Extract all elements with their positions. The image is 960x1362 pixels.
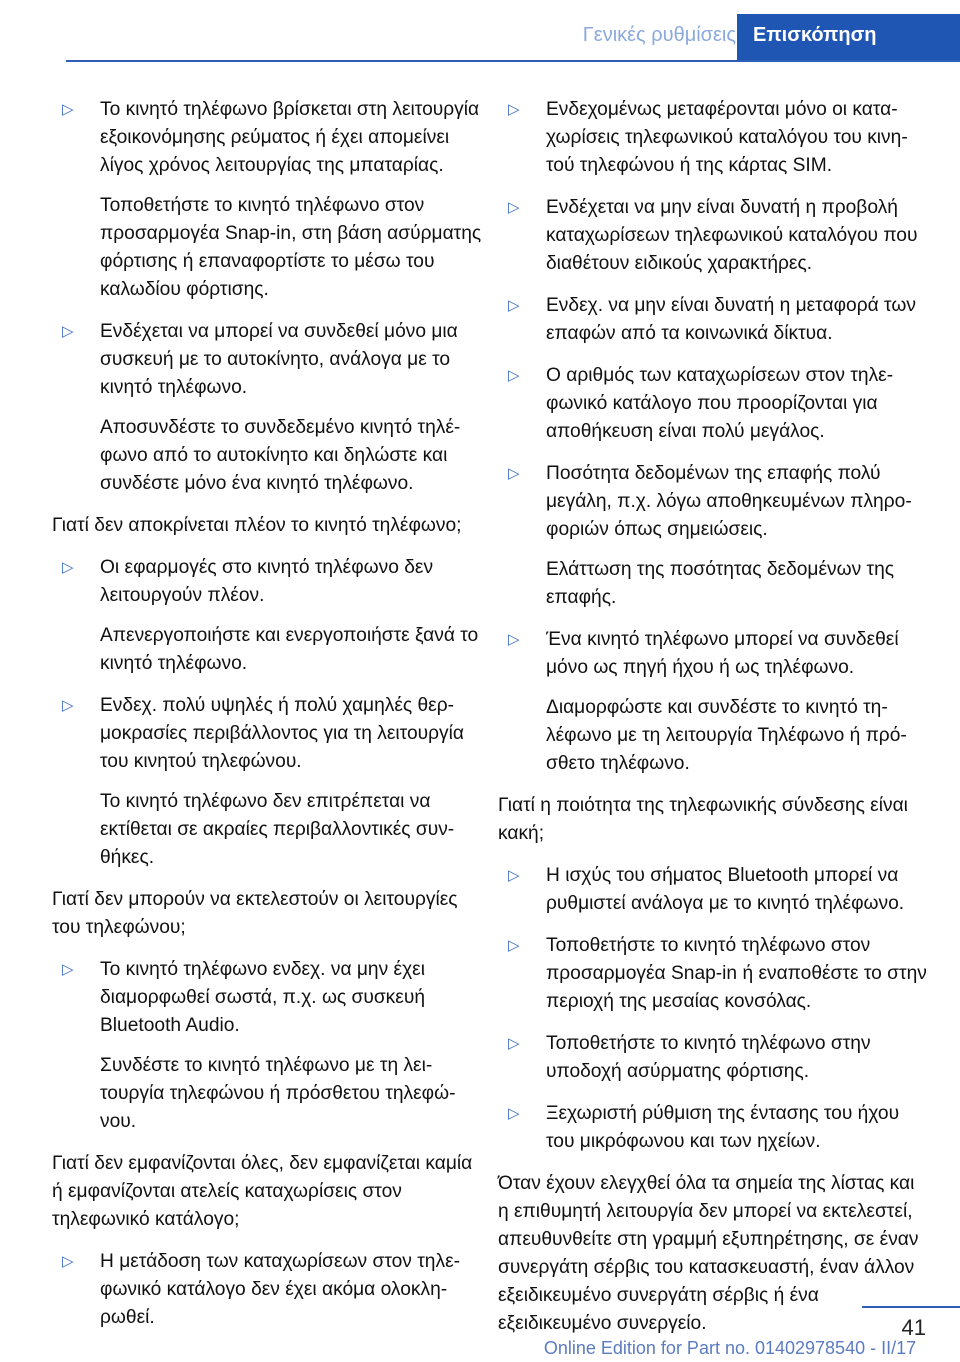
triangle-bullet-icon: ▷ [508,101,520,118]
list-item-text: Ένα κινητό τηλέφωνο μπορεί να συνδεθεί μόνο ως πηγή ήχου ή ως τηλέφωνο. [546,629,899,678]
list-item [498,460,928,612]
triangle-bullet-icon: ▷ [508,937,520,954]
triangle-bullet-icon: ▷ [508,867,520,884]
list-item-text: Τοποθετήστε το κινητό τηλέφωνο στην υποδοχή ασύρματης φόρτισης. [546,1033,871,1082]
triangle-bullet-icon: ▷ [508,297,520,314]
triangle-bullet-icon: ▷ [62,697,74,714]
triangle-bullet-icon: ▷ [508,465,520,482]
list-item-text: Το κινητό τηλέφωνο βρίσκεται στη λειτουργία εξοικονόμησης ρεύματος ή έχει απομείνει λίγος χρόνος λειτουργίας της μπαταρίας. [100,99,480,176]
list-item [52,1248,482,1332]
list-item-text: Ποσότητα δεδομένων της επαφής πολύ μεγάλη, π.χ. λόγω αποθηκευμένων πληροφοριών όπως σημειώσεις. [546,463,912,540]
triangle-bullet-icon: ▷ [62,961,74,978]
page-number: 41 [901,1315,926,1340]
triangle-bullet-icon: ▷ [62,101,74,118]
triangle-bullet-icon: ▷ [62,323,74,340]
list-item [52,956,482,1136]
triangle-bullet-icon: ▷ [62,1253,74,1270]
list-item [52,692,482,872]
list-item-text: Ενδέχεται να μην είναι δυνατή η προβολή καταχωρίσεων τηλεφωνικού καταλόγου που διαθέτουν ειδικούς χαρακτήρες. [546,197,918,274]
triangle-bullet-icon: ▷ [508,199,520,216]
header-divider [66,60,960,62]
list-item-remedy: Απενεργοποιήστε και ενεργοποιήστε ξανά το κινητό τηλέφωνο. [100,625,479,674]
list-item [498,626,928,778]
list-item [498,96,928,180]
list-item-text: Τοποθετήστε το κινητό τηλέφωνο στον προσαρμογέα Snap-in ή εναποθέστε το στην περιοχή της μεσαίας κονσόλας. [546,935,927,1012]
triangle-bullet-icon: ▷ [508,1035,520,1052]
list-item [498,292,928,348]
list-item [52,96,482,304]
page-header [0,0,960,62]
question-paragraph: Γιατί η ποιότητα της τηλεφωνικής σύνδεσης είναι κακή; [498,795,908,844]
list-item [498,862,928,918]
footer-divider [862,1306,960,1308]
section-title: Γενικές ρυθμίσεις [582,24,736,46]
list-item-remedy: Τοποθετήστε το κινητό τηλέφωνο στον προσαρμογέα Snap-in, στη βάση ασύρματης φόρτισης ή επαναφορτίστε το μέσω του καλωδίου φόρτισης. [100,195,482,300]
list-item [498,1100,928,1156]
question-paragraph: Γιατί δεν αποκρίνεται πλέον το κινητό τηλέφωνο; [52,515,462,536]
list-item-text: Ενδεχ. πολύ υψηλές ή πολύ χαμηλές θερμοκρασίες περιβάλλοντος για τη λειτουργία του κινητού τηλεφώνου. [100,695,464,772]
list-item-text: Οι εφαρμογές στο κινητό τηλέφωνο δεν λειτουργούν πλέον. [100,557,434,606]
list-item-remedy: Το κινητό τηλέφωνο δεν επιτρέπεται να εκτίθεται σε ακραίες περιβαλλοντικές συνθήκες. [100,791,455,868]
list-item [52,554,482,678]
list-item [498,932,928,1016]
question-paragraph: Γιατί δεν μπορούν να εκτελεστούν οι λειτουργίες του τηλεφώνου; [52,889,458,938]
list-item [498,1030,928,1086]
list-item-text: Ξεχωριστή ρύθμιση της έντασης του ήχου του μικρόφωνου και των ηχείων. [546,1103,900,1152]
list-item-text: Η μετάδοση των καταχωρίσεων στον τηλεφωνικό κατάλογο δεν έχει ακόμα ολοκληρωθεί. [100,1251,461,1328]
list-item [498,194,928,278]
list-item [52,318,482,498]
list-item-text: Ο αριθμός των καταχωρίσεων στον τηλεφωνικό κατάλογο που προορίζονται για αποθήκευση είναι πολύ μεγάλος. [546,365,894,442]
triangle-bullet-icon: ▷ [508,367,520,384]
edition-note: Online Edition for Part no. 01402978540 - II/17 [543,1338,917,1358]
list-item-text: Ενδέχεται να μπορεί να συνδεθεί μόνο μια συσκευή με το αυτοκίνητο, ανάλογα με το κινητό τηλέφωνο. [100,321,458,398]
list-item-text: Η ισχύς του σήματος Bluetooth μπορεί να ρυθμιστεί ανάλογα με το κινητό τηλέφωνο. [546,865,905,914]
left-column [52,96,482,1346]
triangle-bullet-icon: ▷ [62,559,74,576]
list-item [498,362,928,446]
question-paragraph: Γιατί δεν εμφανίζονται όλες, δεν εμφανίζεται καμία ή εμφανίζονται ατελείς καταχωρίσεις στον τηλεφωνικό κατάλογο; [52,1153,473,1230]
list-item-remedy: Διαμορφώστε και συνδέστε το κινητό τηλέφωνο με τη λειτουργία Τηλέφωνο ή πρόσθετο τηλέφωνο. [546,697,907,774]
list-item-remedy: Ελάττωση της ποσότητας δεδομένων της επαφής. [546,559,895,608]
list-item-text: Το κινητό τηλέφωνο ενδεχ. να μην έχει διαμορφωθεί σωστά, π.χ. ως συσκευή Bluetooth Audio. [100,959,425,1036]
list-item-text: Ενδεχ. να μην είναι δυνατή η μεταφορά των επαφών από τα κοινωνικά δίκτυα. [546,295,916,344]
triangle-bullet-icon: ▷ [508,1105,520,1122]
tab-overview: Επισκόπηση [737,14,960,60]
right-column [498,96,928,1352]
question-paragraph: Όταν έχουν ελεγχθεί όλα τα σημεία της λίστας και η επιθυμητή λειτουργία δεν μπορεί να εκτελεστεί, απευθυνθείτε στη γραμμή εξυπηρέτησης, σε έναν συνεργάτη σέρβις του κατασκευαστή, έναν άλλον εξειδικευμένο συνεργάτη σέρβις ή ένα εξειδικευμένο συνεργείο. [498,1173,919,1334]
list-item-remedy: Αποσυνδέστε το συνδεδεμένο κινητό τηλέφωνο από το αυτοκίνητο και δηλώστε και συνδέστε μόνο ένα κινητό τηλέφωνο. [100,417,461,494]
list-item-remedy: Συνδέστε το κινητό τηλέφωνο με τη λειτουργία τηλεφώνου ή πρόσθετου τηλεφώνου. [100,1055,456,1132]
list-item-text: Ενδεχομένως μεταφέρονται μόνο οι καταχωρίσεις τηλεφωνικού καταλόγου του κινητού τηλεφώνου ή της κάρτας SIM. [546,99,908,176]
triangle-bullet-icon: ▷ [508,631,520,648]
